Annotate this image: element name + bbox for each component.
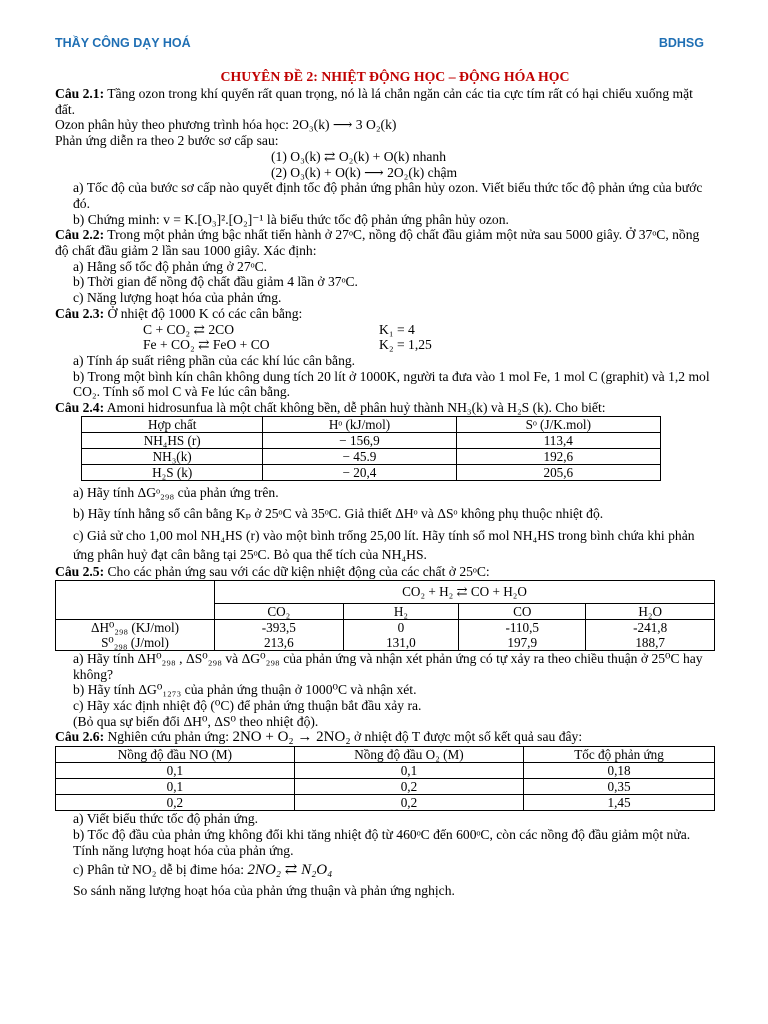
q24-thermo-table: [81, 416, 661, 481]
q26-rate-table: [55, 746, 715, 811]
table-header-cell: Nồng độ đầu NO (M): [56, 747, 295, 763]
table-header-cell: Hᵒ (kJ/mol): [263, 416, 456, 432]
table-header-cell: CO: [459, 603, 586, 619]
table-cell: 0,1: [56, 763, 295, 779]
table-cell: 1,45: [524, 795, 715, 811]
table-header-cell: H₂: [343, 603, 459, 619]
table-row: [56, 779, 715, 795]
table-cell: NH₄HS (r): [82, 432, 263, 448]
q26-part-a: a) Viết biểu thức tốc độ phản ứng.: [73, 811, 259, 827]
table-header-cell: Hợp chất: [82, 416, 263, 432]
q21-steps-intro: Phản ứng diễn ra theo 2 bước sơ cấp sau:: [55, 133, 279, 149]
table-cell: -110,5: [459, 619, 586, 635]
q23-intro: Câu 2.3: Ở nhiệt độ 1000 K có các cân bằng:: [55, 305, 303, 321]
q22-part-a: a) Hằng số tốc độ phản ứng ở 27ᵒC.: [73, 258, 268, 274]
table-cell: 0,1: [294, 763, 523, 779]
table-header-row: [56, 580, 715, 603]
table-cell: 205,6: [456, 464, 660, 480]
q25-part-c: c) Hãy xác định nhiệt độ (⁰C) để phản ứng thuận bắt đầu xảy ra.: [73, 697, 422, 713]
table-cell: − 156,9: [263, 432, 456, 448]
table-row: [82, 448, 661, 464]
table-row: [82, 464, 661, 480]
q23-part-b: b) Trong một bình kín chân không dung tích 20 lít ở 1000K, người ta đưa vào 1 mol Fe, 1 mol C (graphit) và 1,2 mol CO₂. Tính số mol C và Fe lúc cân bằng.: [73, 368, 710, 400]
table-cell: 0,2: [294, 795, 523, 811]
q21-step-2: (2) O₃(k) + O(k) ⟶ 2O₂(k) chậm: [271, 164, 458, 180]
header-left: THẦY CÔNG DẠY HOÁ: [55, 36, 191, 50]
q23-equilibrium-1: C + CO₂ ⇄ 2CO K₁ = 4: [143, 321, 415, 337]
table-header-cell: Sᵒ (J/K.mol): [456, 416, 660, 432]
table-cell: -241,8: [586, 619, 715, 635]
q24-part-a: a) Hãy tính ΔGᵒ₂₉₈ của phản ứng trên.: [73, 484, 279, 500]
table-cell: 0,1: [56, 779, 295, 795]
table-cell: 131,0: [343, 635, 459, 651]
table-header-cell: Nồng độ đầu O₂ (M): [294, 747, 523, 763]
q26-part-c: c) Phân tử NO₂ dễ bị đime hóa: 2NO₂ ⇄ N₂O₄: [73, 862, 333, 879]
q25-part-a: a) Hãy tính ΔH⁰₂₉₈ , ΔS⁰₂₉₈ và ΔG⁰₂₉₈ của phản ứng và nhận xét phản ứng có tự xảy ra theo chiều thuận ở 25⁰C hay không?: [73, 650, 703, 682]
q26-intro: Câu 2.6: Nghiên cứu phản ứng: 2NO + O₂ → 2NO₂ ở nhiệt độ T được một số kết quả sau đây:: [55, 729, 583, 746]
table-row: [56, 763, 715, 779]
table-row: [56, 619, 715, 635]
q21-part-a: a) Tốc độ của bước sơ cấp nào quyết định tốc độ phản ứng phân hủy ozon. Viết biểu thức tốc độ phản ứng của bước đó.: [73, 180, 703, 211]
q25-note: (Bỏ qua sự biến đổi ΔH⁰, ΔS⁰ theo nhiệt độ).: [73, 713, 319, 729]
table-row-label: S⁰₂₉₈ (J/mol): [56, 635, 215, 651]
table-header-row: [56, 747, 715, 763]
table-cell: NH₃(k): [82, 448, 263, 464]
table-cell: − 45.9: [263, 448, 456, 464]
q25-intro: Câu 2.5: Cho các phản ứng sau với các dữ kiện nhiệt động của các chất ở 25ᵒC:: [55, 564, 490, 580]
table-cell: -393,5: [215, 619, 344, 635]
table-cell: H₂S (k): [82, 464, 263, 480]
q24-part-c: c) Giả sử cho 1,00 mol NH₄HS (r) vào một bình trống 25,00 lít. Hãy tính số mol NH₄HS trong bình chứa khi phản ứng phân huỷ đạt cân bằng tại 25ᵒC. Bỏ qua thể tích của NH₄HS.: [73, 528, 695, 563]
q25-reaction-cell: CO₂ + H₂ ⇄ CO + H₂O: [215, 580, 715, 603]
q22-part-b: b) Thời gian để nồng độ chất đầu giảm 4 lần ở 37ᵒC.: [73, 274, 358, 290]
table-corner-cell: [56, 580, 215, 619]
q23-equilibrium-2: Fe + CO₂ ⇄ FeO + CO K₂ = 1,25: [143, 337, 432, 353]
document-body: [55, 69, 715, 899]
table-cell: 0,35: [524, 779, 715, 795]
q25-thermo-table: [55, 580, 715, 651]
page-header: [55, 36, 704, 52]
q22-part-c: c) Năng lượng hoạt hóa của phản ứng.: [73, 290, 282, 306]
table-cell: 192,6: [456, 448, 660, 464]
q23-part-a: a) Tính áp suất riêng phần của các khí lúc cân bằng.: [73, 352, 356, 368]
table-row: [56, 795, 715, 811]
q21-equation-line: Ozon phân hủy theo phương trình hóa học: 2O₃(k) ⟶ 3 O₂(k): [55, 117, 397, 133]
table-header-cell: H₂O: [586, 603, 715, 619]
table-row: [82, 432, 661, 448]
table-cell: 0,18: [524, 763, 715, 779]
table-row: [56, 635, 715, 651]
q25-part-b: b) Hãy tính ΔG⁰₁₂₇₃ của phản ứng thuận ở 1000⁰C và nhận xét.: [73, 682, 417, 698]
table-header-cell: Tốc độ phản ứng: [524, 747, 715, 763]
q21-intro: Câu 2.1: Tầng ozon trong khí quyển rất quan trọng, nó là lá chắn ngăn cản các tia cực tím rất có hại chiếu xuống mặt đất.: [55, 86, 693, 117]
document-title: CHUYÊN ĐỀ 2: NHIỆT ĐỘNG HỌC – ĐỘNG HÓA HỌC: [220, 69, 570, 84]
table-cell: 0,2: [294, 779, 523, 795]
header-right: BDHSG: [658, 36, 704, 50]
table-cell: 0,2: [56, 795, 295, 811]
q26-part-d: So sánh năng lượng hoạt hóa của phản ứng thuận và phản ứng nghịch.: [73, 882, 455, 898]
table-row-label: ΔH⁰₂₉₈ (KJ/mol): [56, 619, 215, 635]
table-cell: 113,4: [456, 432, 660, 448]
q21-part-b: b) Chứng minh: v = K.[O₃]².[O₂]⁻¹ là biểu thức tốc độ phản ứng phân hủy ozon.: [73, 211, 509, 227]
table-cell: 0: [343, 619, 459, 635]
q24-part-b: b) Hãy tính hằng số cân bằng Kₚ ở 25ᵒC và 35ᵒC. Giả thiết ΔHᵒ và ΔSᵒ không phụ thuộc nhiệt độ.: [73, 506, 604, 522]
table-cell: − 20,4: [263, 464, 456, 480]
q22-intro: Câu 2.2: Trong một phản ứng bậc nhất tiến hành ở 27ᵒC, nồng độ chất đầu giảm một nửa sau 5000 giây. Ở 37ᵒC, nồng độ chất đầu giảm 2 lần sau 1000 giây. Xác định:: [55, 227, 700, 259]
table-cell: 197,9: [459, 635, 586, 651]
table-header-row: [82, 416, 661, 432]
table-header-cell: CO₂: [215, 603, 344, 619]
q24-intro: Câu 2.4: Amoni hidrosunfua là một chất không bền, dễ phân huỷ thành NH₃(k) và H₂S (k). Cho biết:: [55, 400, 606, 416]
q26-part-b: b) Tốc độ đầu của phản ứng không đổi khi tăng nhiệt độ từ 460ᵒC đến 600ᵒC, còn các nồng độ đầu giảm một nửa. Tính năng lượng hoạt hóa của phản ứng.: [73, 826, 691, 858]
q21-step-1: (1) O₃(k) ⇄ O₂(k) + O(k) nhanh: [271, 148, 446, 164]
table-cell: 213,6: [215, 635, 344, 651]
table-cell: 188,7: [586, 635, 715, 651]
